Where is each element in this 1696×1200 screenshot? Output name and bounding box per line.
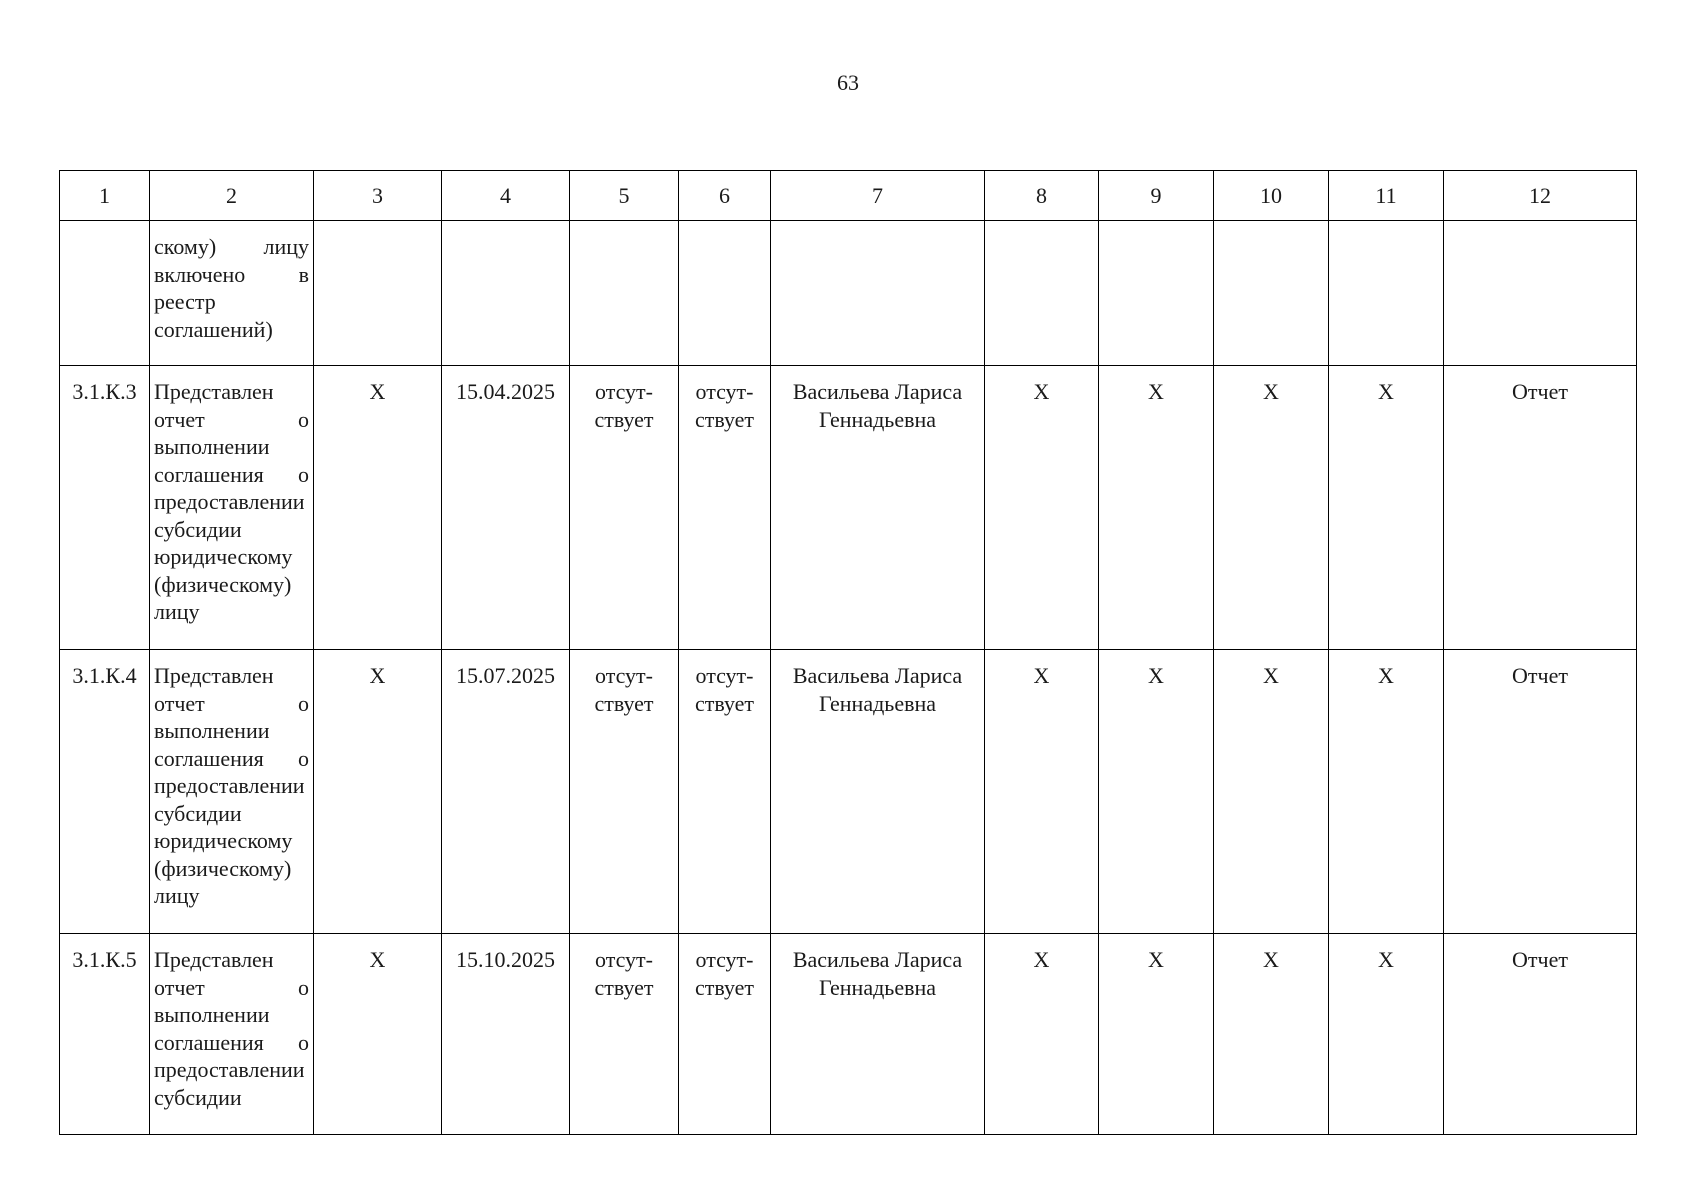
header-cell: 11 <box>1329 171 1444 221</box>
table-cell: Х <box>985 650 1099 934</box>
description-text: скому) лицу включено в реестр соглашений) <box>154 234 309 342</box>
table-cell: Х <box>985 366 1099 650</box>
table-cell: Х <box>1214 934 1329 1135</box>
description-cell <box>150 650 314 934</box>
header-cell: 1 <box>60 171 150 221</box>
header-cell: 12 <box>1444 171 1637 221</box>
code-cell: 3.1.К.5 <box>60 934 150 1135</box>
header-cell: 8 <box>985 171 1099 221</box>
table-cell: Х <box>1329 934 1444 1135</box>
header-cell: 4 <box>442 171 570 221</box>
description-text: Представлен отчет о выполнении соглашения о предоставлении субсидии <box>154 947 309 1110</box>
table-cell: отсут- ствует <box>679 934 771 1135</box>
responsible-cell: Васильева Лариса Геннадьевна <box>771 650 985 934</box>
table-cell <box>314 221 442 366</box>
table-cell: Х <box>314 934 442 1135</box>
table-cell: Х <box>985 934 1099 1135</box>
table-cell <box>1444 221 1637 366</box>
table-cell: Х <box>1329 366 1444 650</box>
table-cell: Х <box>1329 650 1444 934</box>
table-cell <box>570 221 679 366</box>
code-cell: 3.1.К.4 <box>60 650 150 934</box>
description-cell <box>150 934 314 1135</box>
table-row <box>60 650 1637 934</box>
header-cell: 2 <box>150 171 314 221</box>
header-cell: 6 <box>679 171 771 221</box>
table-cell <box>771 221 985 366</box>
table-cell: Х <box>1214 650 1329 934</box>
table-cell <box>985 221 1099 366</box>
table-cell: Х <box>1099 366 1214 650</box>
date-cell: 15.04.2025 <box>442 366 570 650</box>
table-cell: отсут- ствует <box>570 650 679 934</box>
description-text: Представлен отчет о выполнении соглашения о предоставлении субсидии юридическому (физическому) лицу <box>154 663 309 908</box>
date-cell: 15.07.2025 <box>442 650 570 934</box>
document-table <box>59 170 1637 1135</box>
table-cell: отсут- ствует <box>570 934 679 1135</box>
code-cell: 3.1.К.3 <box>60 366 150 650</box>
table-cell <box>60 221 150 366</box>
table-cell: Х <box>314 650 442 934</box>
responsible-cell: Васильева Лариса Геннадьевна <box>771 934 985 1135</box>
description-text: Представлен отчет о выполнении соглашения о предоставлении субсидии юридическому (физическому) лицу <box>154 379 309 624</box>
table-cell: отсут- ствует <box>679 366 771 650</box>
table-cell: Х <box>1099 650 1214 934</box>
continuation-row <box>60 221 1637 366</box>
date-cell: 15.10.2025 <box>442 934 570 1135</box>
table-cell: отсут- ствует <box>679 650 771 934</box>
responsible-cell: Васильева Лариса Геннадьевна <box>771 366 985 650</box>
page-number: 63 <box>837 70 859 95</box>
table-row <box>60 934 1637 1135</box>
result-cell: Отчет <box>1444 934 1637 1135</box>
table-cell: Х <box>1099 934 1214 1135</box>
table-cell <box>442 221 570 366</box>
result-cell: Отчет <box>1444 650 1637 934</box>
table-cell <box>1329 221 1444 366</box>
table-cell <box>1214 221 1329 366</box>
description-cell <box>150 221 314 366</box>
header-cell: 5 <box>570 171 679 221</box>
header-cell: 10 <box>1214 171 1329 221</box>
table-cell: отсут- ствует <box>570 366 679 650</box>
header-cell: 9 <box>1099 171 1214 221</box>
header-cell: 3 <box>314 171 442 221</box>
table-cell: Х <box>314 366 442 650</box>
table-cell <box>1099 221 1214 366</box>
table-cell <box>679 221 771 366</box>
result-cell: Отчет <box>1444 366 1637 650</box>
table-row <box>60 366 1637 650</box>
description-cell <box>150 366 314 650</box>
header-row <box>60 171 1637 221</box>
table-cell: Х <box>1214 366 1329 650</box>
header-cell: 7 <box>771 171 985 221</box>
